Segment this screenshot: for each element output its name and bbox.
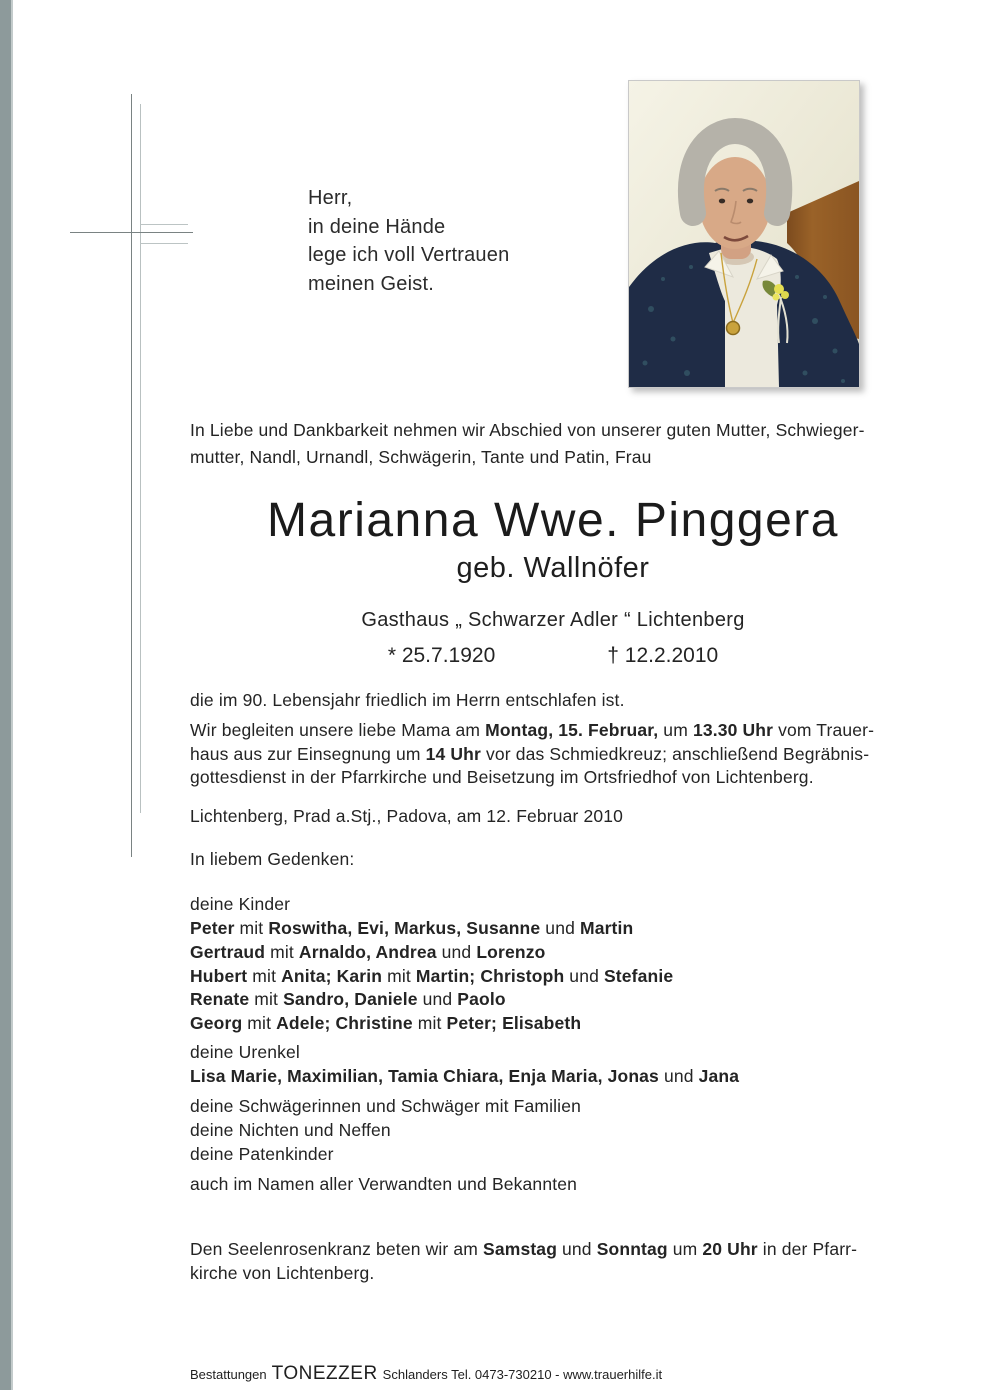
cross-vertical-dark-line bbox=[131, 94, 132, 857]
text-line: Peter mit Roswitha, Evi, Markus, Susanne und Martin bbox=[190, 918, 634, 938]
relatives-line: deine Schwägerinnen und Schwäger mit Familien bbox=[190, 1096, 581, 1116]
text-line: gottesdienst in der Pfarrkirche und Beisetzung im Ortsfriedhof von Lichtenberg. bbox=[190, 767, 814, 787]
death-date: † 12.2.2010 bbox=[607, 644, 719, 667]
remembrance-heading: In liebem Gedenken: bbox=[190, 849, 355, 869]
closing-line: auch im Namen aller Verwandten und Bekannten bbox=[190, 1174, 577, 1194]
footer-prefix: Bestattungen bbox=[190, 1367, 267, 1382]
prayer-line: Herr, bbox=[308, 187, 353, 209]
text-line: Wir begleiten unsere liebe Mama am Montag, 15. Februar, um 13.30 Uhr vom Trauer- bbox=[190, 720, 875, 740]
rosary-paragraph bbox=[190, 1237, 916, 1285]
children-label: deine Kinder bbox=[190, 894, 291, 914]
cross-horizontal-light-line-top bbox=[140, 224, 188, 225]
prayer-line: in deine Hände bbox=[308, 215, 446, 238]
passing-line: die im 90. Lebensjahr friedlich im Herrn entschlafen ist. bbox=[190, 690, 625, 710]
residence-line: Gasthaus „ Schwarzer Adler “ Lichtenberg bbox=[361, 609, 745, 631]
cross-horizontal-light-line-bottom bbox=[140, 243, 188, 244]
footer-contact: Schlanders Tel. 0473-730210 - www.trauerhilfe.it bbox=[382, 1367, 663, 1382]
text-line: mutter, Nandl, Urnandl, Schwägerin, Tante und Patin, Frau bbox=[190, 447, 652, 467]
text-line: In Liebe und Dankbarkeit nehmen wir Abschied von unserer guten Mutter, Schwieger- bbox=[190, 420, 865, 440]
funeral-home-brand: TONEZZER bbox=[271, 1363, 378, 1384]
text-line: Renate mit Sandro, Daniele und Paolo bbox=[190, 989, 506, 1010]
cross-horizontal-dark-line bbox=[70, 232, 193, 233]
relatives-line: deine Patenkinder bbox=[190, 1144, 334, 1164]
text-line: haus aus zur Einsegnung um 14 Uhr vor das Schmiedkreuz; anschließend Begräbnis- bbox=[190, 743, 870, 764]
text-line: Hubert mit Anita; Karin mit Martin; Christoph und Stefanie bbox=[190, 965, 674, 986]
cross-vertical-light-line bbox=[140, 104, 141, 813]
place-dateline: Lichtenberg, Prad a.Stj., Padova, am 12. Februar 2010 bbox=[190, 806, 624, 826]
text-line: Lisa Marie, Maximilian, Tamia Chiara, Enja Maria, Jonas und Jana bbox=[190, 1066, 740, 1086]
life-dates bbox=[190, 644, 916, 668]
great-grandchildren-label: deine Urenkel bbox=[190, 1042, 300, 1062]
maiden-name: geb. Wallnöfer bbox=[456, 552, 650, 584]
children-list bbox=[190, 917, 916, 1036]
text-line: Gertraud mit Arnaldo, Andrea und Lorenzo bbox=[190, 941, 546, 962]
birth-date: * 25.7.1920 bbox=[387, 644, 496, 667]
intro-paragraph bbox=[190, 417, 916, 471]
text-line: kirche von Lichtenberg. bbox=[190, 1263, 375, 1283]
left-margin-bar bbox=[0, 0, 13, 1390]
text-line: Georg mit Adele; Christine mit Peter; Elisabeth bbox=[190, 1013, 582, 1034]
great-grandchildren-list bbox=[190, 1065, 916, 1089]
text-column bbox=[190, 0, 930, 1390]
relatives-line: deine Nichten und Neffen bbox=[190, 1120, 391, 1140]
prayer-line: lege ich voll Vertrauen bbox=[308, 244, 510, 266]
prayer-line: meinen Geist. bbox=[308, 272, 434, 295]
text-line: Den Seelenrosenkranz beten wir am Samstag und Sonntag um 20 Uhr in der Pfarr- bbox=[190, 1239, 858, 1259]
deceased-name: Marianna Wwe. Pinggera bbox=[267, 494, 839, 547]
funeral-schedule-paragraph bbox=[190, 719, 916, 790]
funeral-home-footer bbox=[190, 1363, 662, 1385]
